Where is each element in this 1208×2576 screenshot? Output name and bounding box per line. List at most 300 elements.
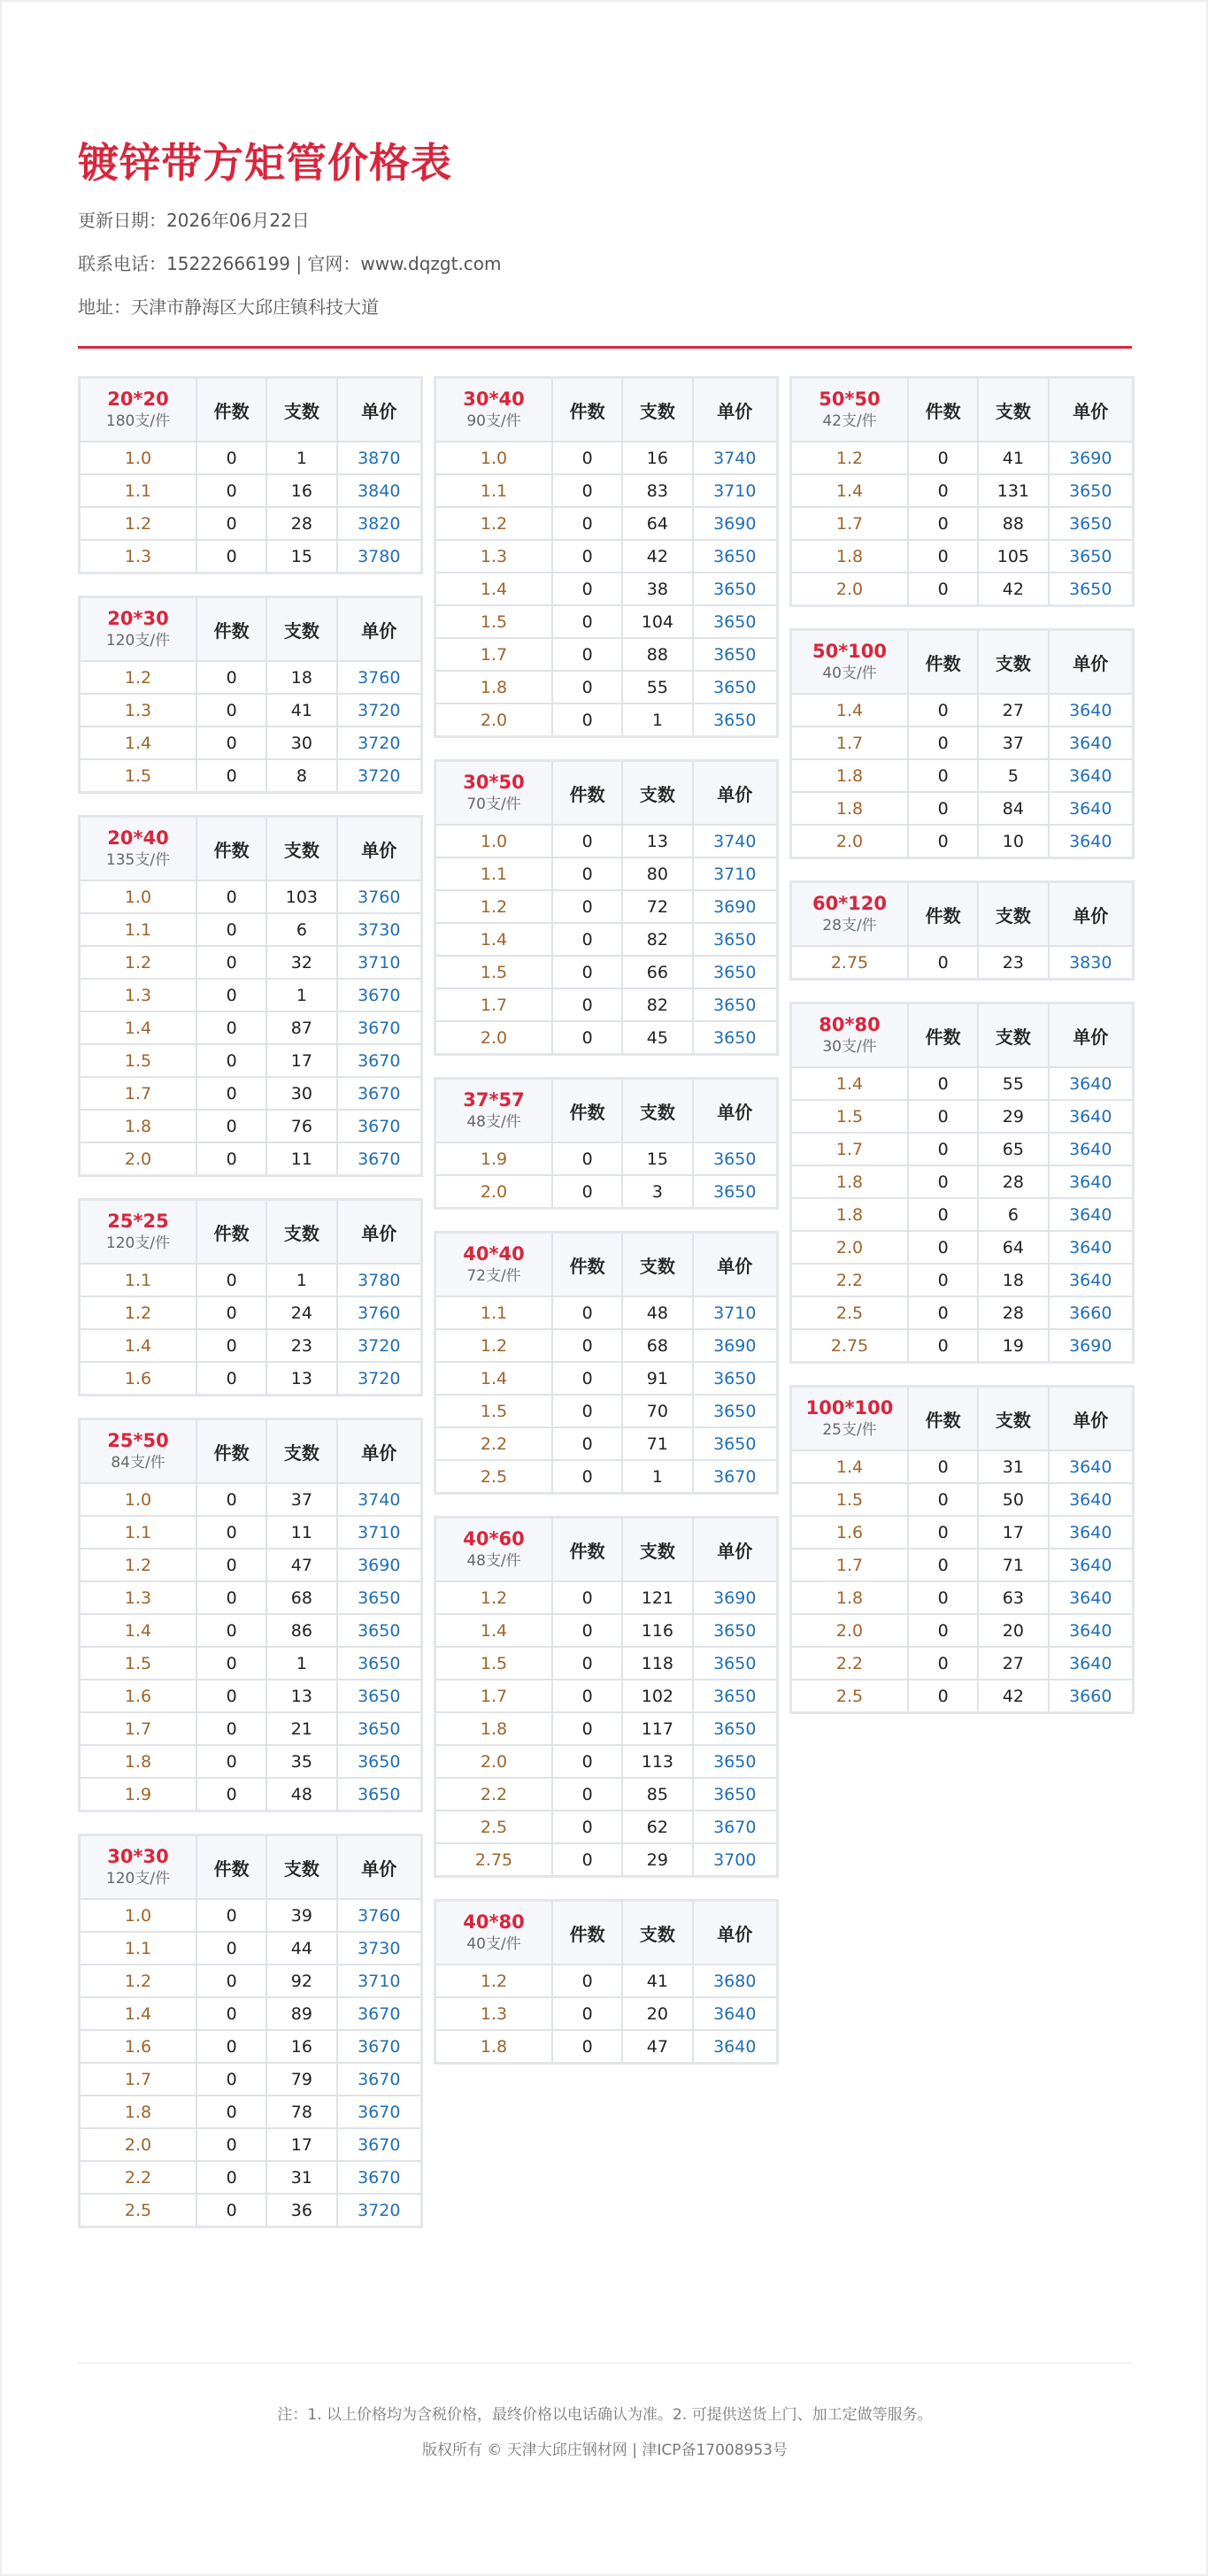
price-table [434,1899,779,2065]
price-cell: 3640 [693,1997,778,2030]
thickness-cell: 2.0 [791,1231,909,1264]
pieces-cell: 0 [908,1100,978,1133]
pieces-cell: 0 [908,1516,978,1549]
price-cell: 3830 [1049,946,1134,980]
thickness-cell: 1.6 [80,1680,197,1712]
count-cell: 6 [266,913,336,946]
pieces-cell: 0 [552,825,622,857]
pieces-cell: 0 [552,1021,622,1055]
count-cell: 48 [266,1778,336,1811]
pieces-cell: 0 [908,1549,978,1581]
table-row [435,1362,778,1395]
pieces-cell: 0 [908,1165,978,1198]
pieces-per-bundle: 180支/件 [105,412,171,430]
count-header: 支数 [622,1079,692,1143]
spec-name: 60*120 [812,893,888,914]
price-cell: 3670 [337,2128,422,2161]
price-cell: 3670 [337,2095,422,2128]
table-row [791,1581,1134,1614]
thickness-cell: 1.3 [435,540,553,573]
price-cell: 3650 [693,1362,778,1395]
count-cell: 65 [978,1133,1048,1165]
count-cell: 1 [266,1264,336,1296]
thickness-cell: 2.2 [80,2161,197,2194]
price-cell: 3650 [693,1614,778,1647]
pieces-cell: 0 [552,1296,622,1329]
table-row [791,1680,1134,1713]
address: 地址：天津市静海区大邱庄镇科技大道 [78,296,379,318]
pieces-cell: 0 [908,1133,978,1165]
table-row [791,1231,1134,1264]
price-cell: 3730 [337,1932,422,1965]
pieces-per-bundle: 30支/件 [822,1038,877,1056]
price-table [78,815,423,1177]
price-cell: 3640 [1049,1581,1134,1614]
table-row [435,507,778,540]
thickness-cell: 1.2 [435,1581,553,1614]
thickness-cell: 1.1 [80,1932,197,1965]
spec-name: 40*40 [463,1243,525,1265]
thickness-cell: 1.4 [791,694,909,727]
count-header: 支数 [978,378,1048,442]
thickness-cell: 2.2 [791,1647,909,1680]
count-cell: 1 [622,1460,692,1494]
price-cell: 3710 [693,474,778,507]
count-cell: 39 [266,1899,336,1932]
pieces-cell: 0 [908,1329,978,1363]
count-cell: 41 [266,694,336,727]
count-cell: 113 [622,1745,692,1778]
price-cell: 3780 [337,1264,422,1296]
price-cell: 3720 [337,727,422,759]
table-row [80,1142,422,1176]
count-cell: 13 [266,1362,336,1396]
thickness-cell: 1.6 [80,2030,197,2063]
price-header: 单价 [693,1518,778,1582]
spec-header [435,1233,553,1297]
pieces-cell: 0 [196,1362,266,1396]
table-row [80,1899,422,1932]
pieces-cell: 0 [552,605,622,638]
price-cell: 3650 [693,1745,778,1778]
table-row [435,956,778,988]
pieces-header: 件数 [552,1518,622,1582]
table-header-row [435,1518,778,1582]
table-row [80,1647,422,1680]
pieces-cell: 0 [908,792,978,825]
count-cell: 88 [622,638,692,671]
price-cell: 3660 [1049,1296,1134,1329]
count-cell: 28 [266,507,336,540]
table-row [791,694,1134,727]
price-cell: 3640 [1049,1647,1134,1680]
table-row [791,1296,1134,1329]
table-row [80,1329,422,1362]
pieces-per-bundle: 120支/件 [105,1234,171,1252]
pieces-cell: 0 [552,638,622,671]
thickness-cell: 2.5 [791,1680,909,1713]
price-table [78,596,423,794]
price-cell: 3730 [337,913,422,946]
pieces-cell: 0 [908,1067,978,1100]
table-header-row [435,1901,778,1965]
thickness-cell: 2.0 [435,1175,553,1209]
table-row [80,2194,422,2227]
pieces-cell: 0 [196,1549,266,1581]
count-cell: 71 [622,1427,692,1460]
price-cell: 3650 [337,1647,422,1680]
pieces-cell: 0 [552,1680,622,1712]
count-cell: 29 [622,1843,692,1877]
price-cell: 3650 [693,1142,778,1175]
thickness-cell: 1.0 [80,442,197,474]
price-cell: 3740 [337,1483,422,1516]
thickness-cell: 1.4 [80,1614,197,1647]
pieces-cell: 0 [908,474,978,507]
price-header: 单价 [337,1419,422,1484]
count-cell: 38 [622,573,692,605]
table-row [435,540,778,573]
price-cell: 3640 [1049,825,1134,858]
table-row [80,913,422,946]
thickness-cell: 1.3 [80,1581,197,1614]
thickness-cell: 1.3 [80,694,197,727]
spec-header [791,882,909,947]
count-cell: 15 [622,1142,692,1175]
table-row [435,605,778,638]
table-header-row [435,1079,778,1143]
price-cell: 3760 [337,880,422,913]
pieces-cell: 0 [552,1745,622,1778]
price-cell: 3670 [693,1811,778,1843]
price-cell: 3640 [1049,1450,1134,1483]
spec-name: 50*100 [812,641,888,662]
table-row [791,1165,1134,1198]
spec-name: 50*50 [819,388,881,410]
price-cell: 3710 [337,1516,422,1549]
count-cell: 117 [622,1712,692,1745]
thickness-cell: 1.0 [435,825,553,857]
price-cell: 3650 [337,1745,422,1778]
thickness-cell: 1.5 [435,1395,553,1427]
pieces-cell: 0 [552,1965,622,1997]
price-cell: 3680 [693,1965,778,1997]
count-header: 支数 [266,817,336,881]
thickness-cell: 1.7 [435,1680,553,1712]
count-cell: 55 [622,671,692,704]
table-row [791,442,1134,474]
thickness-cell: 1.7 [80,2063,197,2095]
table-row [791,727,1134,759]
price-cell: 3640 [1049,1100,1134,1133]
spec-header [791,1387,909,1451]
pieces-per-bundle: 72支/件 [466,1267,521,1285]
count-header: 支数 [622,1901,692,1965]
table-row [80,727,422,759]
count-cell: 76 [266,1110,336,1142]
thickness-cell: 2.0 [791,1614,909,1647]
count-cell: 37 [978,727,1048,759]
price-cell: 3670 [337,979,422,1011]
price-cell: 3640 [1049,727,1134,759]
update-date: 更新日期：2026年06月22日 [78,210,310,231]
page-title: 镀锌带方矩管价格表 [78,139,452,187]
count-cell: 71 [978,1549,1048,1581]
thickness-cell: 1.4 [435,573,553,605]
pieces-cell: 0 [196,1899,266,1932]
pieces-header: 件数 [196,378,266,442]
pieces-cell: 0 [552,1460,622,1494]
thickness-cell: 1.2 [80,1965,197,1997]
pieces-cell: 0 [552,1647,622,1680]
thickness-cell: 1.8 [791,1581,909,1614]
pieces-cell: 0 [196,1329,266,1362]
price-column-1 [78,376,423,2249]
table-row [791,1198,1134,1231]
thickness-cell: 2.5 [791,1296,909,1329]
count-cell: 23 [978,946,1048,980]
price-cell: 3710 [337,1965,422,1997]
table-row [435,1296,778,1329]
table-row [435,825,778,857]
pieces-cell: 0 [196,2030,266,2063]
price-cell: 3690 [693,1329,778,1362]
footer-note: 注：1. 以上价格均为含税价格，最终价格以电话确认为准。2. 可提供送货上门、加工定做等服务。 [277,2406,933,2424]
table-row [435,1778,778,1811]
table-row [80,1296,422,1329]
thickness-cell: 2.5 [435,1811,553,1843]
price-cell: 3670 [337,2161,422,2194]
table-row [435,1175,778,1209]
price-cell: 3650 [693,671,778,704]
count-cell: 28 [978,1165,1048,1198]
price-cell: 3650 [693,956,778,988]
pieces-cell: 0 [196,1077,266,1110]
thickness-cell: 1.5 [791,1483,909,1516]
table-row [80,1077,422,1110]
price-cell: 3840 [337,474,422,507]
table-row [80,1516,422,1549]
price-cell: 3720 [337,759,422,793]
pieces-cell: 0 [196,1581,266,1614]
price-cell: 3650 [693,1712,778,1745]
pieces-cell: 0 [196,661,266,694]
thickness-cell: 1.1 [80,1516,197,1549]
price-cell: 3650 [337,1778,422,1811]
pieces-header: 件数 [196,1200,266,1265]
count-cell: 91 [622,1362,692,1395]
spec-name: 25*50 [107,1430,169,1451]
thickness-cell: 1.3 [80,979,197,1011]
price-cell: 3650 [337,1680,422,1712]
thickness-cell: 2.2 [435,1778,553,1811]
count-cell: 23 [266,1329,336,1362]
count-cell: 42 [978,1680,1048,1713]
count-cell: 20 [978,1614,1048,1647]
table-row [435,857,778,890]
thickness-cell: 2.75 [791,946,909,980]
thickness-cell: 1.4 [80,1329,197,1362]
price-table [78,1834,423,2228]
table-row [435,474,778,507]
table-row [435,1460,778,1494]
price-table [789,628,1135,859]
price-table [78,1418,423,1812]
count-header: 支数 [622,761,692,826]
pieces-cell: 0 [196,1997,266,2030]
pieces-per-bundle: 120支/件 [105,1870,171,1888]
table-header-row [791,630,1134,695]
price-cell: 3650 [693,1647,778,1680]
price-table [789,880,1135,980]
table-row [80,507,422,540]
count-cell: 63 [978,1581,1048,1614]
price-column-2 [434,376,779,2086]
count-cell: 17 [266,1044,336,1077]
price-cell: 3640 [1049,1483,1134,1516]
pieces-cell: 0 [552,2030,622,2064]
table-row [80,946,422,979]
thickness-cell: 1.8 [791,1198,909,1231]
spec-header [80,1835,197,1900]
table-row [435,890,778,923]
count-cell: 80 [622,857,692,890]
price-cell: 3650 [337,1712,422,1745]
table-row [80,1965,422,1997]
table-header-row [80,1419,422,1484]
pieces-header: 件数 [196,1419,266,1484]
count-cell: 36 [266,2194,336,2227]
price-cell: 3670 [337,1142,422,1176]
price-cell: 3650 [693,1680,778,1712]
price-cell: 3640 [1049,1264,1134,1296]
price-cell: 3640 [1049,1198,1134,1231]
count-cell: 44 [266,1932,336,1965]
table-row [791,825,1134,858]
thickness-cell: 1.2 [435,1329,553,1362]
pieces-cell: 0 [552,988,622,1021]
count-cell: 31 [978,1450,1048,1483]
thickness-cell: 1.2 [791,442,909,474]
table-row [80,1110,422,1142]
price-cell: 3690 [693,507,778,540]
thickness-cell: 1.7 [791,1549,909,1581]
thickness-cell: 1.7 [791,507,909,540]
count-cell: 47 [266,1549,336,1581]
thickness-cell: 1.8 [80,1745,197,1778]
thickness-cell: 1.5 [80,1044,197,1077]
table-header-row [435,1233,778,1297]
pieces-cell: 0 [908,1231,978,1264]
pieces-cell: 0 [552,1427,622,1460]
thickness-cell: 2.5 [435,1460,553,1494]
count-header: 支数 [266,597,336,662]
count-cell: 55 [978,1067,1048,1100]
thickness-cell: 1.4 [435,1614,553,1647]
price-cell: 3650 [1049,474,1134,507]
header-divider [78,346,1132,349]
count-cell: 15 [266,540,336,573]
table-row [80,979,422,1011]
price-cell: 3650 [1049,573,1134,606]
thickness-cell: 1.4 [791,1450,909,1483]
price-cell: 3650 [337,1614,422,1647]
price-cell: 3710 [337,946,422,979]
pieces-cell: 0 [196,540,266,573]
contact-info: 联系电话：15222666199 | 官网：www.dqzgt.com [78,253,502,274]
thickness-cell: 2.0 [80,2128,197,2161]
table-row [80,759,422,793]
count-cell: 11 [266,1142,336,1176]
table-row [80,1614,422,1647]
price-cell: 3670 [337,2030,422,2063]
price-cell: 3670 [337,1110,422,1142]
table-row [791,792,1134,825]
price-table [78,376,423,574]
table-header-row [80,1835,422,1900]
pieces-cell: 0 [908,1198,978,1231]
table-row [791,1450,1134,1483]
thickness-cell: 2.75 [791,1329,909,1363]
price-cell: 3650 [693,1778,778,1811]
table-row [435,1021,778,1055]
price-cell: 3640 [1049,792,1134,825]
thickness-cell: 1.8 [435,671,553,704]
count-cell: 6 [978,1198,1048,1231]
pieces-cell: 0 [196,2095,266,2128]
thickness-cell: 1.2 [80,1549,197,1581]
price-cell: 3650 [693,704,778,737]
price-column-3 [789,376,1135,1735]
count-cell: 42 [622,540,692,573]
count-cell: 3 [622,1175,692,1209]
price-header: 单价 [693,1901,778,1965]
price-cell: 3690 [693,890,778,923]
table-row [435,1712,778,1745]
table-row [435,1745,778,1778]
count-cell: 42 [978,573,1048,606]
pieces-per-bundle: 135支/件 [105,851,171,869]
thickness-cell: 1.1 [80,913,197,946]
thickness-cell: 1.2 [435,507,553,540]
pieces-cell: 0 [908,1264,978,1296]
pieces-header: 件数 [908,378,978,442]
count-cell: 1 [266,979,336,1011]
table-row [791,1647,1134,1680]
pieces-header: 件数 [908,630,978,695]
spec-header [435,378,553,442]
count-cell: 87 [266,1011,336,1044]
pieces-cell: 0 [552,1811,622,1843]
pieces-cell: 0 [196,1110,266,1142]
price-cell: 3650 [693,1427,778,1460]
thickness-cell: 2.2 [791,1264,909,1296]
pieces-cell: 0 [552,1843,622,1877]
price-header: 单价 [693,761,778,826]
price-header: 单价 [337,597,422,662]
pieces-per-bundle: 40支/件 [466,1935,521,1953]
count-cell: 13 [266,1680,336,1712]
price-cell: 3640 [1049,759,1134,792]
count-cell: 68 [266,1581,336,1614]
pieces-cell: 0 [196,1778,266,1811]
thickness-cell: 1.7 [435,638,553,671]
pieces-cell: 0 [196,1745,266,1778]
pieces-header: 件数 [908,1387,978,1451]
pieces-per-bundle: 120支/件 [105,632,171,650]
table-row [80,1483,422,1516]
spec-name: 25*25 [107,1211,169,1232]
